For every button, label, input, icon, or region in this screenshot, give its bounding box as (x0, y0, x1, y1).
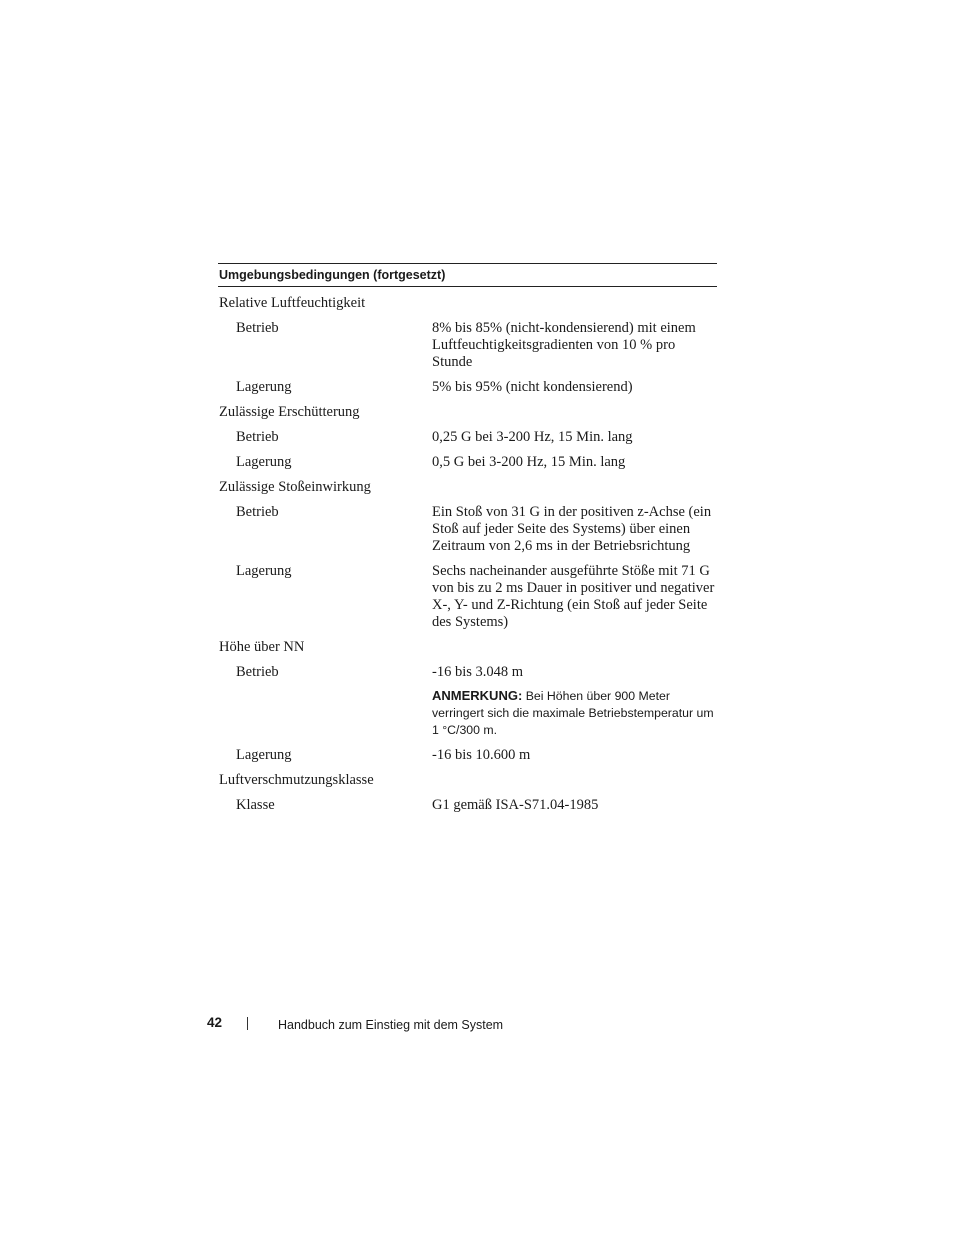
table-row (218, 739, 717, 764)
group-label: Zulässige Stoßeinwirkung (219, 479, 371, 495)
row-label: Lagerung (236, 454, 292, 470)
group-label: Zulässige Erschütterung (219, 404, 360, 420)
row-value: G1 gemäß ISA-S71.04-1985 (432, 797, 599, 813)
footer-title: Handbuch zum Einstieg mit dem System (278, 1018, 504, 1032)
group-label: Luftverschmutzungsklasse (219, 772, 374, 788)
table-header: Umgebungsbedingungen (fortgesetzt) (218, 263, 717, 287)
row-label: Betrieb (236, 664, 279, 680)
group-vibration (218, 396, 717, 421)
table-row (218, 555, 717, 631)
row-value: Ein Stoß von 31 G in der positiven z-Achse (ein Stoß auf jeder Seite des Systems) über einen Zeitraum von 2,6 ms in der Betriebsrichtung (432, 504, 712, 554)
row-label: Betrieb (236, 320, 279, 336)
table-row (218, 656, 717, 681)
group-label: Relative Luftfeuchtigkeit (219, 295, 366, 311)
table-row (218, 446, 717, 471)
row-value: -16 bis 10.600 m (432, 747, 531, 763)
altitude-note (432, 681, 717, 739)
footer-divider (247, 1017, 248, 1030)
altitude-note-row (218, 681, 717, 739)
table-row (218, 496, 717, 555)
table-row (218, 789, 717, 814)
note-text: Bei Höhen über 900 Meter verringert sich die maximale Betriebstemperatur um 1 °C/300 m. (432, 689, 714, 737)
table-row (218, 371, 717, 396)
group-relative-humidity (218, 287, 717, 312)
environment-spec-table (218, 263, 717, 814)
row-label: Betrieb (236, 504, 279, 520)
row-value: 8% bis 85% (nicht-kondensierend) mit einem Luftfeuchtigkeitsgradienten von 10 % pro Stunde (432, 320, 696, 370)
row-label: Klasse (236, 797, 275, 813)
row-value: 0,25 G bei 3-200 Hz, 15 Min. lang (432, 429, 633, 445)
row-value: -16 bis 3.048 m (432, 664, 524, 680)
page-number: 42 (207, 1015, 223, 1030)
row-value: 0,5 G bei 3-200 Hz, 15 Min. lang (432, 454, 626, 470)
row-label: Betrieb (236, 429, 279, 445)
note-label: ANMERKUNG: (432, 688, 523, 703)
group-shock (218, 471, 717, 496)
group-altitude (218, 631, 717, 656)
row-value: Sechs nacheinander ausgeführte Stöße mit 71 G von bis zu 2 ms Dauer in positiver und negativer X-, Y- und Z-Richtung (ein Stoß auf jeder Seite des Systems) (432, 563, 715, 630)
table-row (218, 312, 717, 371)
row-label: Lagerung (236, 747, 292, 763)
row-label: Lagerung (236, 379, 292, 395)
row-value: 5% bis 95% (nicht kondensierend) (432, 379, 633, 395)
table-row (218, 421, 717, 446)
group-label: Höhe über NN (219, 639, 305, 655)
row-label: Lagerung (236, 563, 292, 579)
group-airborne-contaminant (218, 764, 717, 789)
